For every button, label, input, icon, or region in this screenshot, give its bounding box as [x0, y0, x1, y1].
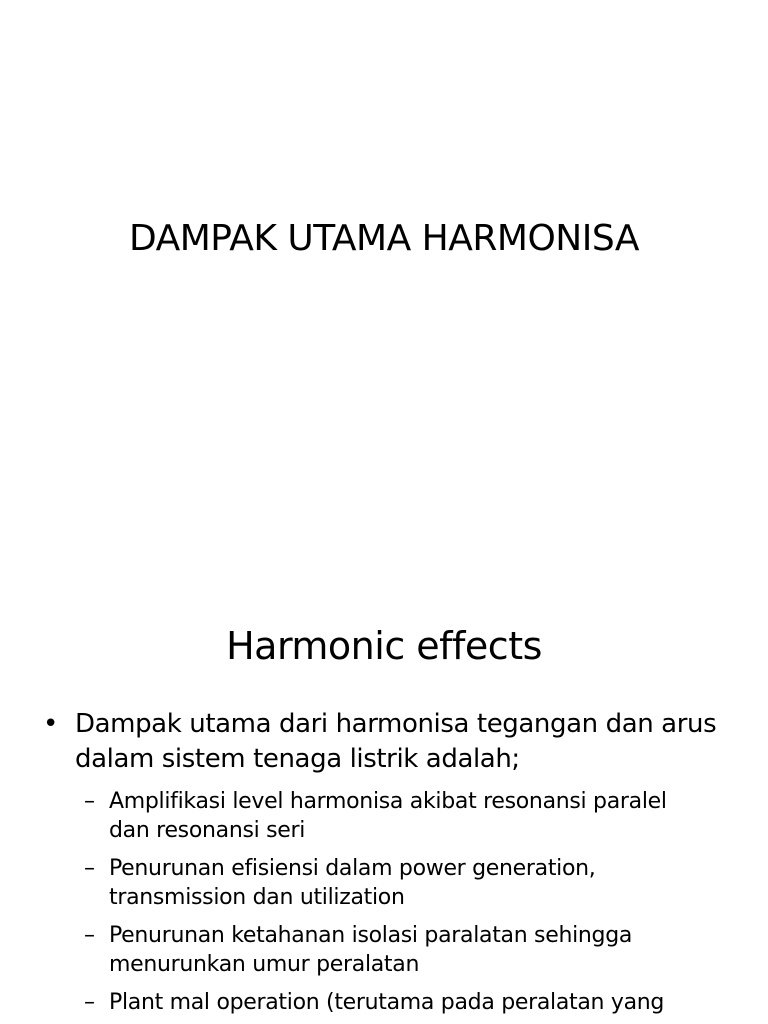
sub-bullet-list	[75, 787, 728, 1017]
slide-content-heading: Harmonic effects	[226, 624, 542, 668]
sub-bullet-item	[0, 988, 728, 1017]
dash-mark: –	[84, 789, 95, 814]
sub-bullet-text: Penurunan ketahanan isolasi paralatan sehingga menurunkan umur peralatan	[109, 923, 633, 977]
bullet-text: Dampak utama dari harmonisa tegangan dan arus dalam sistem tenaga listrik adalah;	[75, 709, 717, 774]
dash-mark: –	[84, 990, 95, 1015]
bullet-mark: •	[43, 709, 58, 739]
sub-bullet-item	[0, 921, 728, 979]
sub-bullet-item	[0, 854, 728, 912]
sub-bullet-text: Amplifikasi level harmonisa akibat resonansi paralel dan resonansi seri	[109, 789, 667, 843]
slide-title-heading: DAMPAK UTAMA HARMONISA	[129, 218, 639, 259]
bullet-list	[0, 707, 768, 1024]
sub-bullet-text: Plant mal operation (terutama pada peralatan yang	[109, 990, 665, 1015]
bullet-item	[0, 707, 768, 1017]
sub-bullet-item	[0, 787, 728, 845]
dash-mark: –	[84, 856, 95, 881]
slide-content	[0, 576, 768, 1024]
dash-mark: –	[84, 923, 95, 948]
sub-bullet-text: Penurunan efisiensi dalam power generation, transmission dan utilization	[109, 856, 596, 910]
